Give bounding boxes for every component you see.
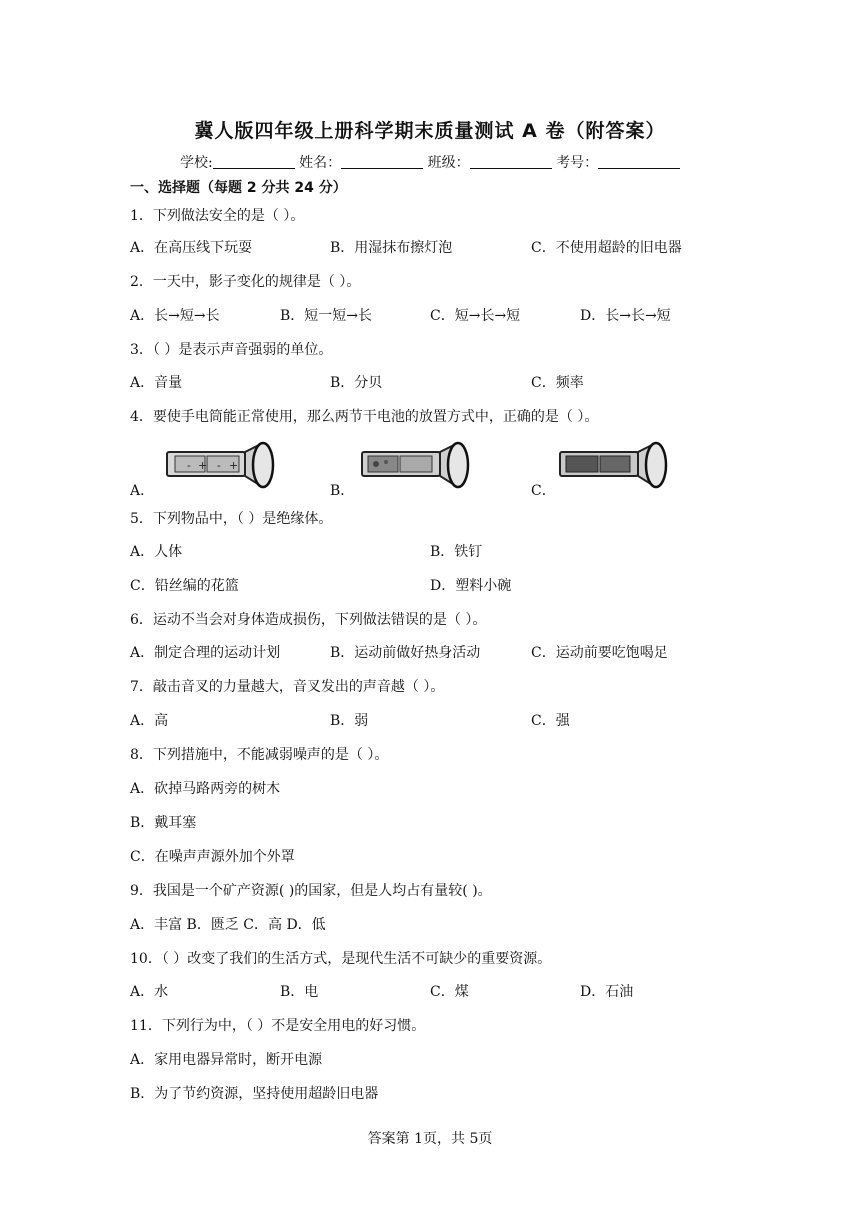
question-5-option-a[interactable]: A．人体 [130, 544, 183, 560]
question-11-option-b[interactable]: B．为了节约资源，坚持使用超龄旧电器 [130, 1086, 379, 1102]
question-2-option-b[interactable]: B．短一短→长 [280, 308, 373, 324]
document-title: 冀人版四年级上册科学期末质量测试 A 卷（附答案） [194, 120, 666, 142]
question-7-option-b[interactable]: B．弱 [330, 713, 369, 729]
question-2-option-a[interactable]: A．长→短→长 [130, 308, 220, 324]
question-4-option-b[interactable]: B． [330, 483, 355, 499]
question-9-options[interactable]: A．丰富 B．匮乏 C．高 D．低 [130, 917, 326, 933]
svg-text:-: - [217, 459, 221, 472]
question-7-option-c[interactable]: C．强 [531, 713, 570, 729]
flashlight-a-icon [165, 440, 277, 494]
flashlight-b-icon [360, 440, 472, 494]
question-10-option-a[interactable]: A．水 [130, 984, 169, 1000]
class-blank[interactable] [470, 154, 552, 169]
name-label: 姓名： [299, 155, 342, 171]
question-8-option-a[interactable]: A．砍掉马路两旁的树木 [130, 781, 281, 797]
question-8-option-b[interactable]: B．戴耳塞 [130, 815, 197, 831]
question-2-option-d[interactable]: D．长→长→短 [580, 308, 671, 324]
question-4-option-a[interactable]: A． [130, 483, 155, 499]
question-10-option-d[interactable]: D．石油 [580, 984, 634, 1000]
name-blank[interactable] [341, 154, 423, 169]
question-11-option-a[interactable]: A．家用电器异常时，断开电源 [130, 1052, 323, 1068]
svg-text:+: + [229, 459, 239, 472]
question-10-stem: 10．（ ）改变了我们的生活方式，是现代生活不可缺少的重要资源。 [130, 951, 552, 967]
question-2-stem: 2．一天中，影子变化的规律是（ ）。 [130, 274, 361, 290]
question-1-option-a[interactable]: A．在高压线下玩耍 [130, 240, 253, 256]
question-7-option-a[interactable]: A．高 [130, 713, 169, 729]
question-11-stem: 11．下列行为中，（ ）不是安全用电的好习惯。 [130, 1018, 426, 1034]
question-2-option-c[interactable]: C．短→长→短 [430, 308, 521, 324]
svg-text:-: - [187, 459, 191, 472]
question-6-option-c[interactable]: C．运动前要吃饱喝足 [531, 645, 668, 661]
question-3-option-c[interactable]: C．频率 [531, 375, 584, 391]
school-label: 学校: [180, 155, 213, 171]
question-9-stem: 9．我国是一个矿产资源( )的国家，但是人均占有量较( )。 [130, 883, 492, 899]
question-5-option-d[interactable]: D．塑料小碗 [430, 578, 512, 594]
question-4-option-c[interactable]: C． [531, 483, 556, 499]
question-3-option-b[interactable]: B．分贝 [330, 375, 383, 391]
question-8-stem: 8．下列措施中，不能减弱噪声的是（ ）。 [130, 747, 389, 763]
question-10-option-c[interactable]: C．煤 [430, 984, 469, 1000]
page-footer: 答案第 1页，共 5页 [367, 1131, 493, 1147]
class-label: 班级： [427, 155, 470, 171]
school-blank[interactable] [213, 154, 295, 169]
question-8-option-c[interactable]: C．在噪声声源外加个外罩 [130, 849, 295, 865]
question-5-option-c[interactable]: C．铅丝编的花篮 [130, 578, 239, 594]
question-5-stem: 5．下列物品中，（ ）是绝缘体。 [130, 511, 333, 527]
question-1-stem: 1．下列做法安全的是（ ）。 [130, 208, 305, 224]
question-3-stem: 3．（ ）是表示声音强弱的单位。 [130, 342, 333, 358]
question-1-option-b[interactable]: B．用湿抹布擦灯泡 [330, 240, 453, 256]
question-7-stem: 7．敲击音叉的力量越大，音叉发出的声音越（ ）。 [130, 679, 445, 695]
question-10-option-b[interactable]: B．电 [280, 984, 319, 1000]
question-6-stem: 6．运动不当会对身体造成损伤，下列做法错误的是（ ）。 [130, 612, 487, 628]
question-6-option-a[interactable]: A．制定合理的运动计划 [130, 645, 281, 661]
exam-no-blank[interactable] [598, 154, 680, 169]
question-1-option-c[interactable]: C．不使用超龄的旧电器 [531, 240, 682, 256]
exam-no-label: 考号： [556, 155, 599, 171]
flashlight-c-icon [558, 440, 670, 494]
student-info-line [180, 152, 680, 172]
question-4-stem: 4．要使手电筒能正常使用，那么两节干电池的放置方式中，正确的是（ ）。 [130, 409, 599, 425]
question-5-option-b[interactable]: B．铁钉 [430, 544, 483, 560]
section-title: 一、选择题（每题 2 分共 24 分） [130, 180, 347, 196]
svg-text:+: + [198, 459, 208, 472]
question-6-option-b[interactable]: B．运动前做好热身活动 [330, 645, 481, 661]
question-3-option-a[interactable]: A．音量 [130, 375, 183, 391]
